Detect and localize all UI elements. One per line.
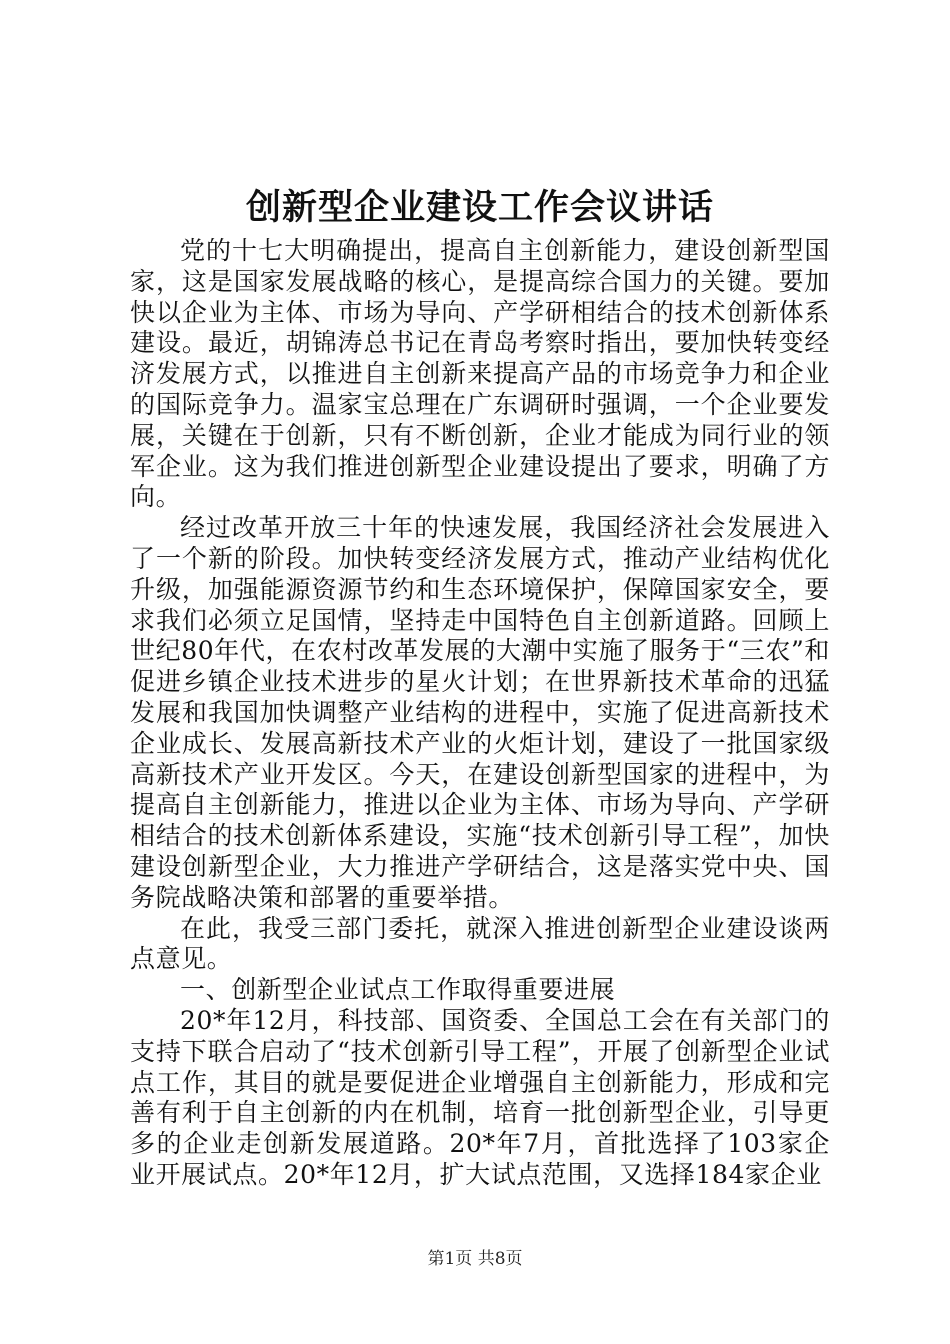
paragraph: 20*年12月，科技部、国资委、全国总工会在有关部门的支持下联合启动了“技术创新引导工程”，开展了创新型企业试点工作，其目的就是要促进企业增强自主创新能力，形成和完善有利于自主创新的内在机制，培育一批创新型企业，引导更多的企业走创新发展道路。20*年7月，首批选择了103家企业开展试点。20*年12月，扩大试点范围，又选择184家企业 — [130, 1005, 830, 1189]
page-number: 第1页 共8页 — [427, 1249, 523, 1269]
paragraph: 党的十七大明确提出，提高自主创新能力，建设创新型国家，这是国家发展战略的核心，是提高综合国力的关键。要加快以企业为主体、市场为导向、产学研相结合的技术创新体系建设。最近，胡锦涛总书记在青岛考察时指出，要加快转变经济发展方式，以推进自主创新来提高产品的市场竞争力和企业的国际竞争力。温家宝总理在广东调研时强调，一个企业要发展，关键在于创新，只有不断创新，企业才能成为同行业的领军企业。这为我们推进创新型企业建设提出了要求，明确了方向。 — [130, 236, 830, 512]
paragraph: 经过改革开放三十年的快速发展，我国经济社会发展进入了一个新的阶段。加快转变经济发展方式，推动产业结构优化升级，加强能源资源节约和生态环境保护，保障国家安全，要求我们必须立足国情，坚持走中国特色自主创新道路。回顾上世纪80年代，在农村改革发展的大潮中实施了服务于“三农”和促进乡镇企业技术进步的星火计划；在世界新技术革命的迅猛发展和我国加快调整产业结构的进程中，实施了促进高新技术企业成长、发展高新技术产业的火炬计划，建设了一批国家级高新技术产业开发区。今天，在建设创新型国家的进程中，为提高自主创新能力，推进以企业为主体、市场为导向、产学研相结合的技术创新体系建设，实施“技术创新引导工程”，加快建设创新型企业，大力推进产学研结合，这是落实党中央、国务院战略决策和部署的重要举措。 — [130, 513, 830, 912]
section-heading: 一、创新型企业试点工作取得重要进展 — [180, 975, 616, 1005]
document-body — [130, 236, 830, 1191]
document-title: 创新型企业建设工作会议讲话 — [245, 187, 714, 228]
paragraph: 在此，我受三部门委托，就深入推进创新型企业建设谈两点意见。 — [130, 913, 830, 974]
